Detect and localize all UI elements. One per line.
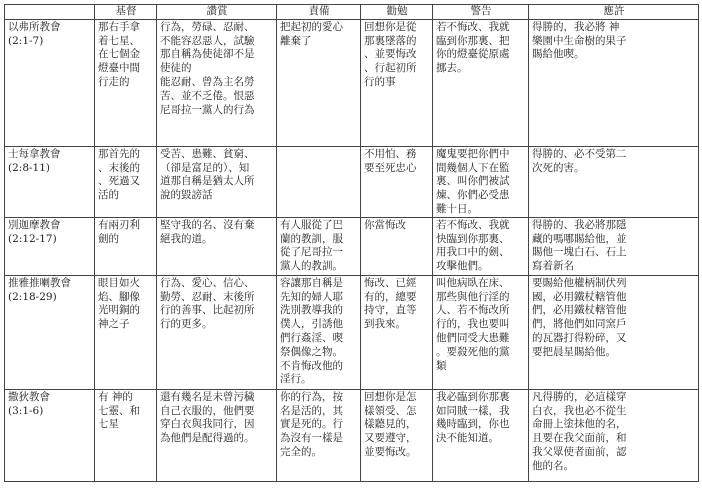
table-row [5, 217, 699, 275]
header-promise: 應許 [529, 5, 699, 20]
exhort-cell: 你當悔改 [361, 217, 433, 275]
header-church [5, 5, 95, 20]
header-warn: 警告 [433, 5, 529, 20]
header-rebuke: 責備 [277, 5, 361, 20]
rebuke-cell: 有人服從了巴 蘭的教訓，服 從了尼哥拉一 黨人的教訓。 [277, 217, 361, 275]
seven-churches-table [4, 4, 699, 482]
table-row [5, 146, 699, 217]
rebuke-cell: 容讓那自稱是 先知的婦人耶 洗別教導我的 僕人，引誘他 們行姦淫、喫 祭偶像之物。 不肯悔改他的 淫行。 [277, 275, 361, 389]
promise-cell: 要賜給他權柄制伏列 國，必用鐵杖轄管他 們，必用鐵杖轄管他 們，將他們如同窯戶 的瓦器打得粉碎，又 要把晨星賜給他。 [529, 275, 699, 389]
church-name-cell: 以弗所教會 (2:1-7) [5, 19, 95, 146]
exhort-cell: 悔改、已經 有的，總要 持守，直等 到我來。 [361, 275, 433, 389]
exhort-cell: 不用怕、務 要至死忠心 [361, 146, 433, 217]
promise-cell: 得勝的、我必將那隱 藏的嗎哪賜給他，並 賜他一塊白石、石上 寫着新名 [529, 217, 699, 275]
table-row [5, 275, 699, 389]
header-christ: 基督 [95, 5, 157, 20]
warn-cell: 若不悔改、我就 快臨到你那裏、 用我口中的劍、 攻擊他們。 [433, 217, 529, 275]
praise-cell: 還有幾名是未曾污穢 自己衣服的，他們要 穿白衣與我同行，因 為他們是配得過的。 [157, 389, 277, 481]
header-row [5, 5, 699, 20]
rebuke-cell: 把起初的愛心 離棄了 [277, 19, 361, 146]
rebuke-cell: 你的行為，按 名是活的，其 實是死的。行 為沒有一樣是 完全的。 [277, 389, 361, 481]
church-name-cell: 士每拿教會 (2:8-11) [5, 146, 95, 217]
table-row [5, 19, 699, 146]
header-praise: 讚賞 [157, 5, 277, 20]
warn-cell: 叫他病臥在床、 那些與他行淫的 人、若不悔改所 行的，我也要叫 他們同受大患難 。要殺死他的黨 類 [433, 275, 529, 389]
promise-cell: 得勝的、必不受第二 次死的害。 [529, 146, 699, 217]
praise-cell: 堅守我的名、沒有棄 絕我的道。 [157, 217, 277, 275]
warn-cell: 我必臨到你那裏 如同賊一樣，我 幾時臨到，你也 決不能知道。 [433, 389, 529, 481]
exhort-cell: 回想你是從 那裏墜落的 、並要悔改 、行起初所 行的事 [361, 19, 433, 146]
church-name-cell: 撒狄教會 (3:1-6) [5, 389, 95, 481]
church-name-cell: 推雅推喇教會 (2:18-29) [5, 275, 95, 389]
promise-cell: 得勝的，我必將 神 樂園中生命樹的果子 賜給他喫。 [529, 19, 699, 146]
praise-cell: 行為、愛心、信心、 勤勞、忍耐、末後所 行的善事、比起初所 行的更多。 [157, 275, 277, 389]
christ-cell: 那右手拿 着七星、 在七個金 燈臺中間 行走的 [95, 19, 157, 146]
exhort-cell: 回想你是怎 樣領受、怎 樣聽見的， 又要遵守， 並要悔改。 [361, 389, 433, 481]
rebuke-cell [277, 146, 361, 217]
table-row [5, 389, 699, 481]
church-name-cell: 別迦摩教會 (2:12-17) [5, 217, 95, 275]
christ-cell: 有兩刃利 劍的 [95, 217, 157, 275]
christ-cell: 眼目如火 焰、腳像 光明銅的 神之子 [95, 275, 157, 389]
promise-cell: 凡得勝的，必這樣穿 白衣，我也必不從生 命冊上塗抹他的名， 且要在我父面前，和 我父眾使者面前，認 他的名。 [529, 389, 699, 481]
warn-cell: 若不悔改、我就 臨到你那裏、把 你的燈臺從原處 挪去。 [433, 19, 529, 146]
christ-cell: 那首先的 、末後的 、死過又 活的 [95, 146, 157, 217]
warn-cell: 魔鬼要把你們中 間幾個人下在監 裏、叫你們被試 煉、你們必受患 難十日。 [433, 146, 529, 217]
header-exhort: 勸勉 [361, 5, 433, 20]
christ-cell: 有 神的 七靈、和 七星 [95, 389, 157, 481]
praise-cell: 受苦、患難、貧窮、 （卻是富足的）、知 道那自稱是猶太人所 說的毀謗話 [157, 146, 277, 217]
praise-cell: 行為，勞碌、忍耐、 不能容忍惡人，試驗 那自稱為使徒卻不是 使徒的 能忍耐、曾為主名勞 苦、並不乏倦。恨惡 尼哥拉一黨人的行為 [157, 19, 277, 146]
